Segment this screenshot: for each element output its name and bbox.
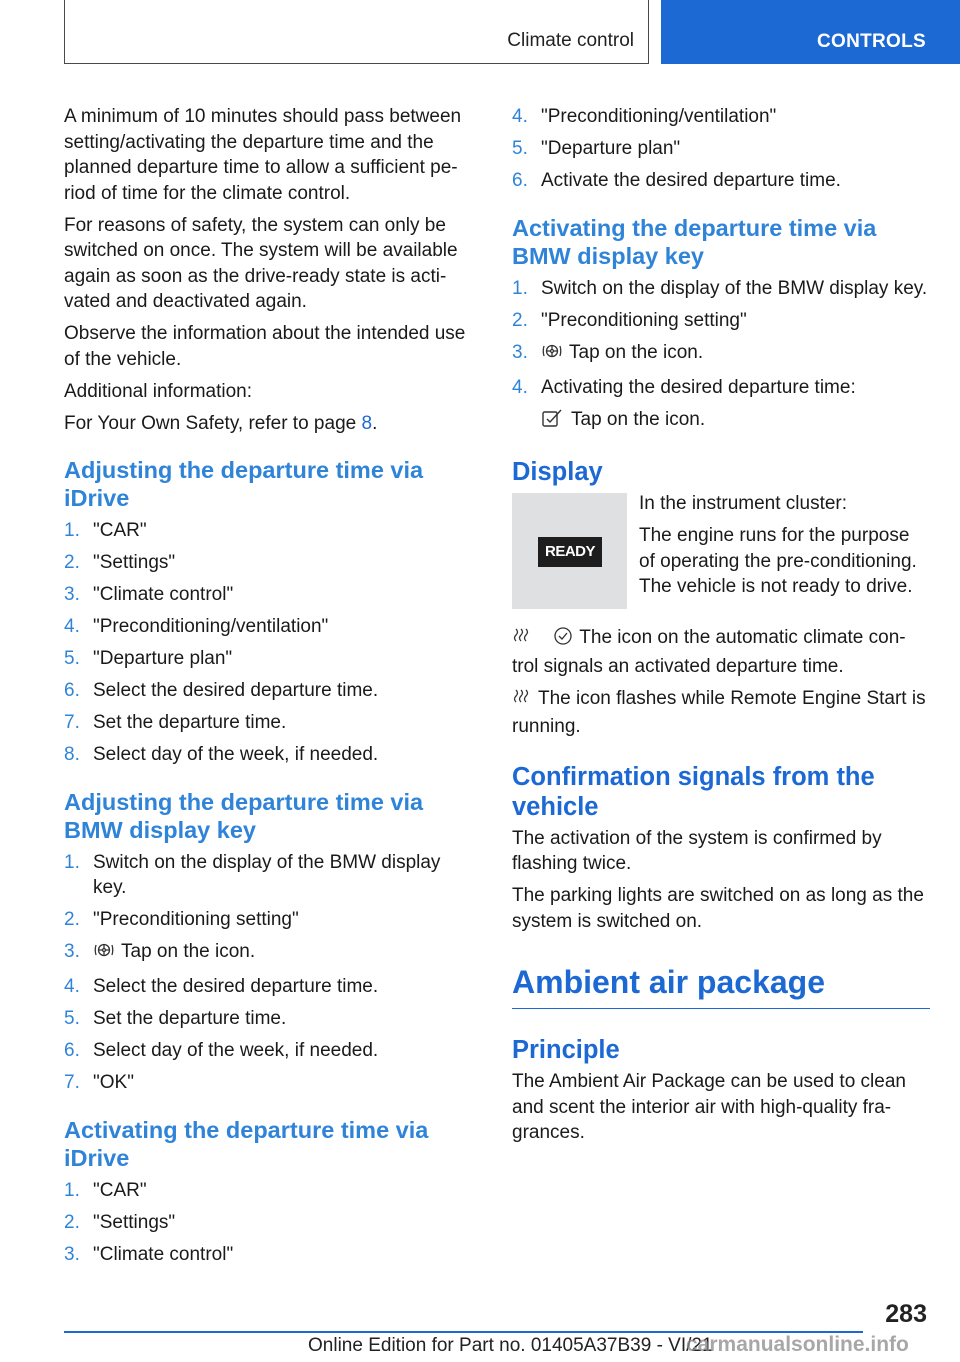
list-item: 4. "Preconditioning/ventilation" — [512, 106, 777, 127]
steps-adjust-display-key — [64, 850, 474, 1096]
intro-paragraph-2: For reasons of safety, the system can only be switched on once. The system will be available again as soon as the drive-ready state is acti-vated and deactivated again. — [64, 214, 458, 312]
display-block — [512, 491, 930, 613]
list-item: 7. Set the departure time. — [64, 712, 287, 733]
preconditioning-fan-icon — [93, 940, 115, 968]
display-description — [639, 491, 930, 606]
remote-start-icon — [512, 687, 532, 715]
watermark: carmanualsonline.info — [686, 1333, 909, 1356]
heading-principle: Principle — [512, 1036, 620, 1064]
list-item: 5. "Departure plan" — [512, 138, 681, 159]
list-item: 3. "Climate control" — [64, 584, 234, 605]
display-text-1: In the instrument cluster: — [639, 493, 848, 514]
list-item: 2. "Preconditioning setting" — [64, 909, 299, 930]
header-section-title: Climate control — [507, 30, 634, 51]
header-chapter-label: CONTROLS — [816, 31, 926, 52]
list-item: 6. Select day of the week, if needed. — [64, 1040, 379, 1061]
list-item: 4. Activating the desired departure time: — [512, 376, 856, 398]
steps-activate-idrive-continued — [512, 104, 930, 194]
list-item: 1. "CAR" — [64, 520, 147, 541]
safety-reference — [64, 411, 474, 437]
list-item: 5. Set the departure time. — [64, 1008, 287, 1029]
heading-display: Display — [512, 458, 603, 486]
list-item: 7. "OK" — [64, 1072, 134, 1093]
list-item: 1. Switch on the display of the BMW display key. — [64, 851, 441, 898]
ready-badge: READY — [538, 537, 602, 567]
list-item: 2. "Settings" — [64, 1211, 176, 1233]
list-item: 3. "Climate control" — [64, 1243, 234, 1265]
intro-paragraph-1: A minimum of 10 minutes should pass between setting/activating the departure time and the planned departure time to allow a sufficient pe-riod of time for the climate control. — [64, 106, 462, 204]
ready-indicator-image — [512, 493, 627, 609]
safety-reference-period: . — [372, 412, 378, 434]
preconditioning-fan-icon — [541, 341, 563, 369]
intro-paragraph-3: Observe the information about the intended use of the vehicle. — [64, 323, 466, 370]
list-item: 1. Switch on the display of the BMW display key. — [512, 277, 928, 299]
heading-activate-display-key: Activating the departure time via BMW display key — [512, 214, 877, 269]
list-item: 6. Activate the desired departure time. — [512, 170, 841, 191]
list-item: 2. "Preconditioning setting" — [512, 309, 747, 331]
left-column — [64, 104, 474, 1274]
list-item: 4. "Preconditioning/ventilation" — [64, 616, 329, 637]
heading-adjust-idrive: Adjusting the departure time via iDrive — [64, 457, 424, 511]
heading-activate-idrive: Activating the departure time via iDrive — [64, 1116, 429, 1171]
list-item: 5. "Departure plan" — [64, 648, 233, 669]
safety-page-link[interactable]: 8 — [361, 412, 373, 434]
checkbox-icon — [541, 408, 565, 436]
page-number: 283 — [885, 1300, 927, 1328]
steps-adjust-idrive — [64, 518, 474, 768]
list-item: 8. Select day of the week, if needed. — [64, 744, 379, 765]
list-item: 1. "CAR" — [64, 1179, 147, 1201]
list-item: 3. Tap on the icon. — [64, 939, 474, 968]
right-column — [512, 104, 930, 1152]
safety-reference-text: For Your Own Safety, refer to page — [64, 412, 357, 434]
list-item: 3. Tap on the icon. — [512, 340, 930, 369]
remote-start-icon — [512, 626, 532, 654]
list-item: 6. Select the desired departure time. — [64, 680, 379, 701]
footer-edition: Online Edition for Part no. 01405A37B39 - VI/21 — [308, 1335, 713, 1356]
heading-adjust-display-key: Adjusting the departure time via BMW display key — [64, 788, 424, 843]
display-text-2: The engine runs for the purpose of operating the pre-conditioning. The vehicle is not ready to drive. — [639, 525, 917, 597]
heading-ambient-air-package: Ambient air package — [512, 962, 930, 1009]
steps-activate-display-key — [512, 276, 930, 401]
confirm-text-1: The activation of the system is confirmed by flashing twice. — [512, 827, 882, 874]
header-section-box — [64, 0, 649, 64]
confirm-text-2: The parking lights are switched on as long as the system is switched on. — [512, 885, 924, 932]
list-item: 4. Select the desired departure time. — [64, 976, 379, 997]
list-item: 2. "Settings" — [64, 552, 176, 573]
header-chapter-tab — [661, 0, 960, 64]
clock-icon — [553, 626, 573, 654]
flash-note: The icon flashes while Remote Engine Start is running. — [512, 687, 926, 737]
steps-activate-idrive — [64, 1178, 474, 1268]
heading-confirmation-signals: Confirmation signals from the vehicle — [512, 762, 875, 821]
principle-text: The Ambient Air Package can be used to clean and scent the interior air with high-quality fra-grances. — [512, 1071, 906, 1143]
icon-note: The icon on the automatic climate con-trol signals an activated departure time. — [512, 627, 906, 677]
tap-icon-line: Tap on the icon. — [512, 407, 930, 436]
intro-paragraph-4: Additional information: — [64, 380, 252, 402]
